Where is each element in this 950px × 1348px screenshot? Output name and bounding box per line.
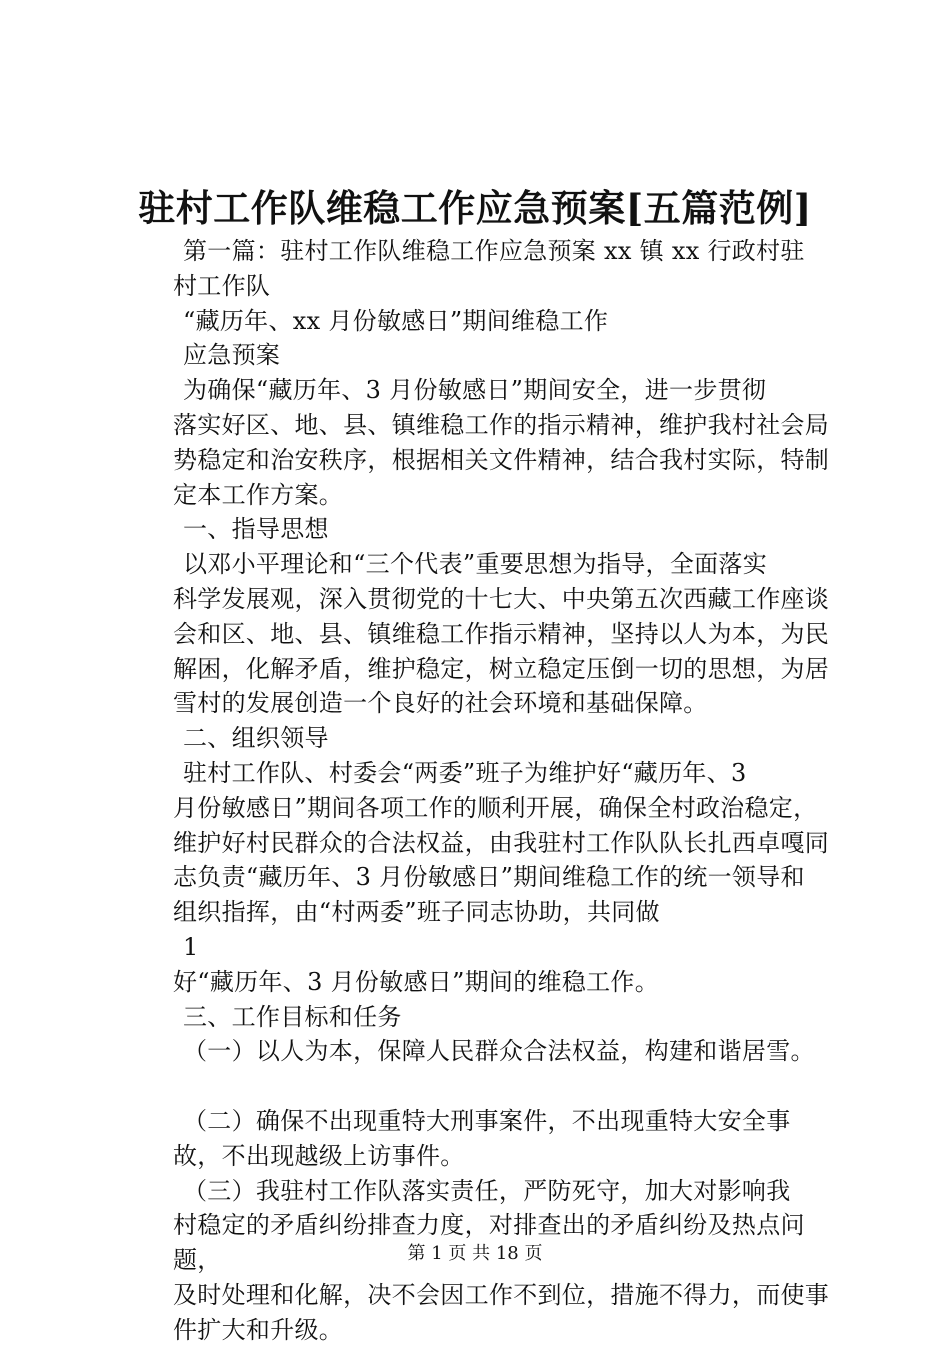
text-line: 第一篇：驻村工作队维稳工作应急预案 xx 镇 xx 行政村驻 — [183, 237, 805, 265]
text-line: 会和区、地、县、镇维稳工作指示精神，坚持以人为本，为民 — [173, 619, 830, 648]
page-footer: 第 1 页 共 18 页 — [407, 1243, 543, 1264]
text-line: 解困，化解矛盾，维护稳定，树立稳定压倒一切的思想，为居 — [173, 654, 830, 683]
text-line: 村工作队 — [173, 271, 271, 300]
text-line: 及时处理和化解，决不会因工作不到位，措施不得力，而使事 — [173, 1280, 830, 1309]
text-line: 村稳定的矛盾纠纷排查力度，对排查出的矛盾纠纷及热点问题， — [173, 1211, 805, 1275]
text-line: “藏历年、xx 月份敏感日”期间维稳工作 — [183, 306, 609, 335]
text-line: 势稳定和治安秩序，根据相关文件精神，结合我村实际，特制 — [173, 445, 830, 474]
section-heading: 三、工作目标和任务 — [183, 1002, 402, 1031]
text-line: 维护好村民群众的合法权益，由我驻村工作队队长扎西卓嘎同 — [173, 828, 830, 857]
blank-line — [173, 1069, 853, 1104]
text-line: 驻村工作队、村委会“两委”班子为维护好“藏历年、3 — [183, 758, 747, 787]
section-heading: 二、组织领导 — [183, 724, 329, 753]
text-line: 为确保“藏历年、3 月份敏感日”期间安全，进一步贯彻 — [183, 376, 767, 405]
text-line: 故，不出现越级上访事件。 — [173, 1141, 465, 1170]
text-line: 应急预案 — [183, 341, 281, 370]
text-line: 好“藏历年、3 月份敏感日”期间的维稳工作。 — [173, 967, 660, 996]
text-line: 科学发展观，深入贯彻党的十七大、中央第五次西藏工作座谈 — [173, 584, 830, 613]
text-line: 件扩大和升级。 — [173, 1315, 344, 1344]
section-heading: 一、指导思想 — [183, 515, 329, 544]
text-line: 落实好区、地、县、镇维稳工作的指示精神，维护我村社会局 — [173, 410, 830, 439]
text-line: 志负责“藏历年、3 月份敏感日”期间维稳工作的统一领导和 — [173, 863, 805, 892]
text-line: （三）我驻村工作队落实责任，严防死守，加大对影响我 — [183, 1176, 791, 1205]
text-line: （一）以人为本，保障人民群众合法权益，构建和谐居雪。 — [183, 1037, 815, 1066]
inline-page-number: 1 — [183, 932, 199, 961]
text-line: 雪村的发展创造一个良好的社会环境和基础保障。 — [173, 689, 708, 718]
document-title: 驻村工作队维稳工作应急预案[五篇范例] — [138, 186, 812, 230]
document-body — [173, 234, 853, 1348]
text-line: 以邓小平理论和“三个代表”重要思想为指导，全面落实 — [183, 550, 768, 579]
text-line: 定本工作方案。 — [173, 480, 344, 509]
text-line: 组织指挥，由“村两委”班子同志协助，共同做 — [173, 898, 660, 927]
text-line: 月份敏感日”期间各项工作的顺利开展，确保全村政治稳定， — [173, 793, 818, 822]
text-line: （二）确保不出现重特大刑事案件，不出现重特大安全事 — [183, 1106, 791, 1135]
